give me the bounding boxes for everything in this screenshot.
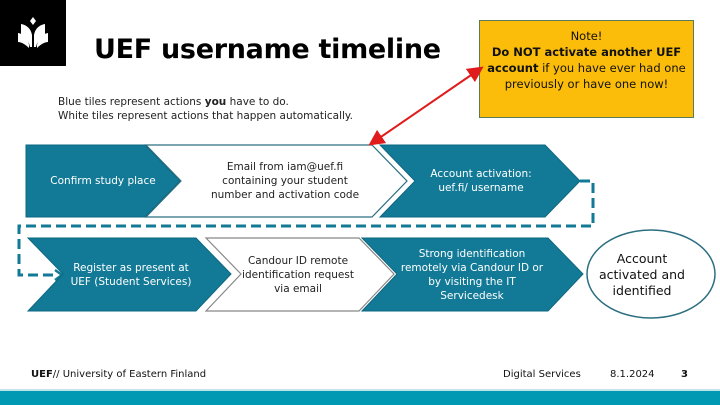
red-double-arrow-icon — [375, 71, 477, 141]
tile-label-confirm-study-place: Confirm study place — [50, 175, 156, 187]
intro-line-2: White tiles represent actions that happen automatically. — [58, 110, 353, 122]
footer-organization: UEF// University of Eastern Finland — [31, 369, 207, 380]
footer-bar — [0, 391, 720, 405]
tile-label-email-from-iam: Email from iam@uef.fi containing your student number and activation code — [210, 161, 360, 201]
intro-line-1: Blue tiles represent actions you have to do. — [58, 96, 289, 108]
tile-label-register-present: Register as present at UEF (Student Services) — [70, 261, 192, 288]
note-body: Do NOT activate another UEF account if you have ever had one previously or have one now! — [487, 45, 686, 91]
footer-date: 8.1.2024 — [610, 369, 655, 380]
page-number: 3 — [681, 369, 688, 380]
page-title: UEF username timeline — [94, 34, 441, 65]
tile-label-candour-request: Candour ID remote identification request via email — [242, 254, 354, 295]
final-state-label: Account activated and identified — [599, 251, 685, 298]
footer-department: Digital Services — [503, 369, 581, 380]
tile-label-account-activation: Account activation: uef.fi/ username — [430, 168, 532, 194]
note-heading: Note! — [570, 29, 603, 43]
tile-label-strong-identification: Strong identification remotely via Candour ID or by visiting the IT Servicedesk — [400, 247, 544, 302]
